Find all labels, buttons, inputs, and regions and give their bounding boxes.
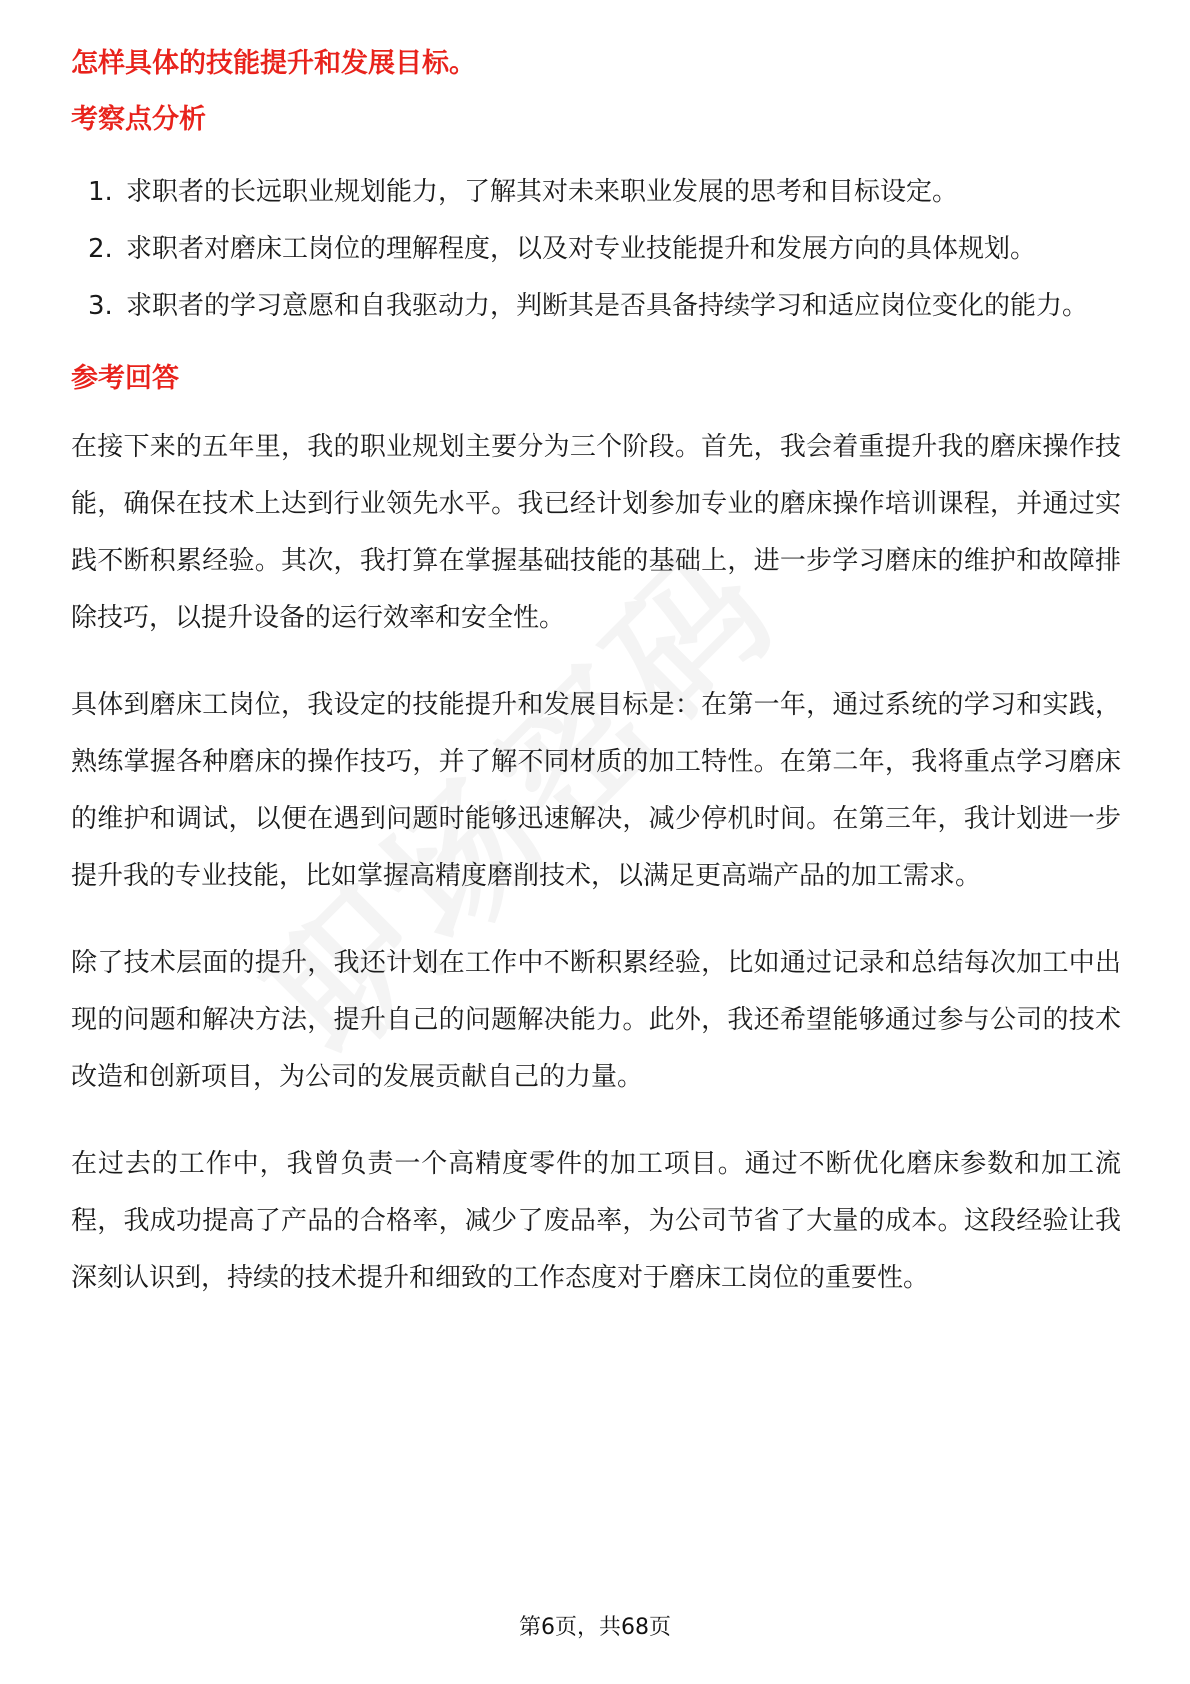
list-item-number: 3. [88, 291, 113, 321]
list-item [71, 221, 1121, 278]
page-content [71, 44, 1121, 1337]
question-heading: 怎样具体的技能提升和发展目标。 [71, 48, 476, 79]
list-item [71, 278, 1121, 335]
analysis-heading: 考察点分析 [71, 104, 206, 135]
list-item-number: 1. [88, 177, 113, 207]
answer-paragraph: 在接下来的五年里，我的职业规划主要分为三个阶段。首先，我会着重提升我的磨床操作技能，确保在技术上达到行业领先水平。我已经计划参加专业的磨床操作培训课程，并通过实践不断积累经验。其次，我打算在掌握基础技能的基础上，进一步学习磨床的维护和故障排除技巧，以提升设备的运行效率和安全性。 [71, 432, 1121, 633]
analysis-list [71, 164, 1121, 335]
page-number: 第6页，共68页 [519, 1615, 671, 1640]
answer-paragraph: 具体到磨床工岗位，我设定的技能提升和发展目标是：在第一年，通过系统的学习和实践，熟练掌握各种磨床的操作技巧，并了解不同材质的加工特性。在第二年，我将重点学习磨床的维护和调试，以便在遇到问题时能够迅速解决，减少停机时间。在第三年，我计划进一步提升我的专业技能，比如掌握高精度磨削技术，以满足更高端产品的加工需求。 [71, 690, 1121, 891]
answer-paragraph: 除了技术层面的提升，我还计划在工作中不断积累经验，比如通过记录和总结每次加工中出现的问题和解决方法，提升自己的问题解决能力。此外，我还希望能够通过参与公司的技术改造和创新项目，为公司的发展贡献自己的力量。 [71, 948, 1121, 1092]
answer-paragraph: 在过去的工作中，我曾负责一个高精度零件的加工项目。通过不断优化磨床参数和加工流程，我成功提高了产品的合格率，减少了废品率，为公司节省了大量的成本。这段经验让我深刻认识到，持续的技术提升和细致的工作态度对于磨床工岗位的重要性。 [71, 1149, 1121, 1293]
answer-heading: 参考回答 [71, 363, 179, 394]
list-item [71, 164, 1121, 221]
list-item-text: 求职者对磨床工岗位的理解程度，以及对专业技能提升和发展方向的具体规划。 [126, 234, 1037, 264]
list-item-number: 2. [88, 234, 113, 264]
list-item-text: 求职者的长远职业规划能力，了解其对未来职业发展的思考和目标设定。 [126, 177, 959, 207]
list-item-text: 求职者的学习意愿和自我驱动力，判断其是否具备持续学习和适应岗位变化的能力。 [126, 291, 1089, 321]
